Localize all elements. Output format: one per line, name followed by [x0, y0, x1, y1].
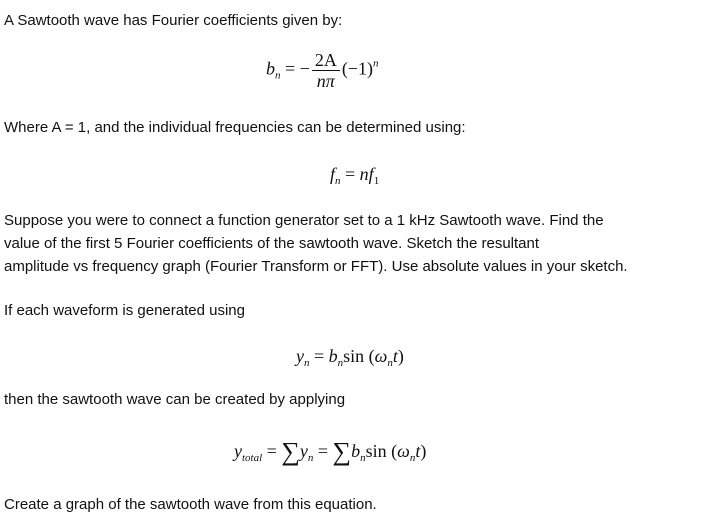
sum-symbol: ∑ — [281, 437, 300, 466]
coefficient-fraction: $\frac{2A}{n\pi}$ — [312, 50, 340, 91]
create-text: Create a graph of the sawtooth wave from this equation. — [4, 496, 377, 513]
suppose-line-1: Suppose you were to connect a function generator set to a 1 kHz Sawtooth wave. Find the — [4, 212, 604, 229]
total-equation: $y_{total} = \sum y_n = \sum b_n\sin$ $(\omega_nt)$ — [234, 437, 427, 466]
waveform-equation: $y_n = b_n\sin$ $(\omega_nt)$ — [296, 346, 404, 369]
suppose-line-3: amplitude vs frequency graph (Fourier Transform or FFT). Use absolute values in your sketch. — [4, 258, 628, 275]
suppose-line-2: value of the first 5 Fourier coefficients of the sawtooth wave. Sketch the resultant — [4, 235, 540, 252]
sum-symbol: ∑ — [332, 437, 352, 466]
then-text: then the sawtooth wave can be created by applying — [4, 391, 346, 408]
where-text: Where A = 1, and the individual frequencies can be determined using: — [4, 119, 466, 136]
frequency-equation: $f_n = nf_1$ — [330, 164, 380, 187]
if-each-text: If each waveform is generated using — [4, 302, 245, 319]
intro-text: A Sawtooth wave has Fourier coefficients given by: — [4, 12, 343, 29]
coefficient-equation: $b_n$ = − $\frac{2A}{n\pi}$ $(-1)^n$ — [266, 50, 379, 91]
